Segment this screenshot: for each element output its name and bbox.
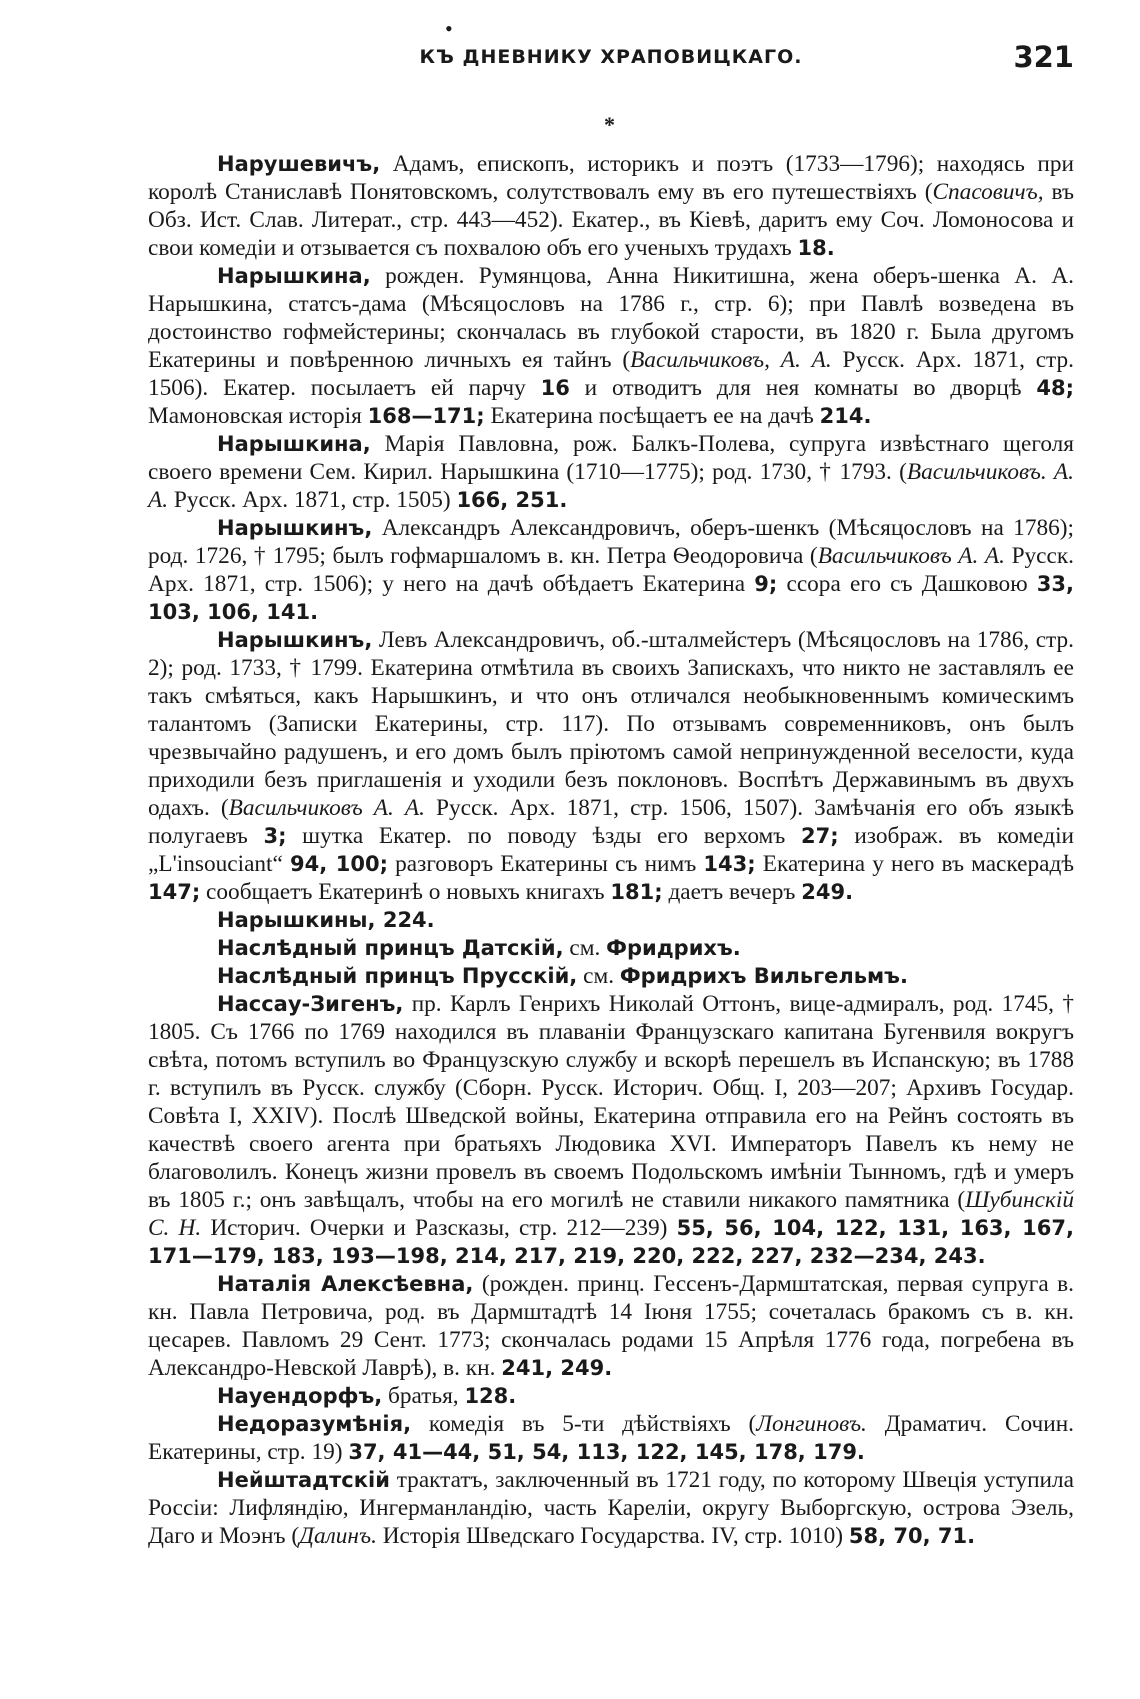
- entry-text: см.: [577, 963, 620, 989]
- entry-text: шутка Екатер. по поводу ѣзды его верхомъ: [286, 823, 802, 849]
- entry-citation: Васильчиковъ А. А.: [228, 795, 425, 821]
- entry-page-refs: 94, 100;: [289, 852, 389, 876]
- index-body: [148, 150, 1074, 1550]
- entry-heading: Нарышкинъ,: [217, 628, 373, 652]
- entry-heading: Нарышкина,: [217, 264, 371, 288]
- index-entry: [148, 962, 1074, 990]
- index-entry: [148, 934, 1074, 962]
- running-header: [148, 16, 1074, 76]
- index-entry: [148, 430, 1074, 514]
- entry-text: Екатерина посѣщаетъ ее на дачѣ: [484, 403, 820, 429]
- entry-cross-ref: Фридрихъ.: [606, 936, 741, 960]
- entry-heading: Науендорфъ,: [217, 1384, 383, 1408]
- index-entry: [148, 1410, 1074, 1466]
- entry-page-refs: 27;: [801, 824, 839, 848]
- page-number: 321: [1013, 40, 1074, 74]
- entry-page-refs: 143;: [703, 852, 756, 876]
- entry-text: ссора его съ Дашковою: [777, 571, 1037, 597]
- entry-page-refs: 16: [540, 376, 570, 400]
- entry-heading: Нарышкина,: [217, 432, 371, 456]
- entry-text: разговоръ Екатерины съ нимъ: [388, 851, 704, 877]
- entry-heading: Нарушевичъ,: [217, 152, 381, 176]
- entry-heading: Наталія Алексѣевна,: [217, 1272, 474, 1296]
- entry-page-refs: 3;: [263, 824, 287, 848]
- entry-text: Марія Павловна, рож. Балкъ-Полева, супруга извѣстнаго щеголя своего времени Сем. Кирил. Нарышкина (1710—1775); род. 1730, † 1793. (: [148, 431, 1074, 485]
- entry-heading: Нарышкины, 224.: [217, 908, 435, 932]
- asterisk-ornament: *: [604, 112, 615, 137]
- entry-citation: Спасовичъ,: [932, 179, 1044, 205]
- entry-citation: Васильчиковъ А. А.: [817, 543, 1005, 569]
- entry-page-refs: 18.: [797, 236, 835, 260]
- entry-heading: Наслѣдный принцъ Датскій,: [217, 936, 564, 960]
- entry-citation: Васильчиковъ. А. А.: [148, 459, 1074, 513]
- entry-heading: Наслѣдный принцъ Прусскій,: [217, 964, 578, 988]
- entry-text: трактатъ, заключенный въ 1721 году, по которому Швеція уступила Россіи: Лифляндію, Ингерманландію, часть Кареліи, округу Выборгскую, острова Эзель, Даго и Моэнъ (: [148, 1467, 1074, 1549]
- index-entry: [148, 1270, 1074, 1382]
- entry-text: Мамоновская исторія: [148, 403, 368, 429]
- header-dot-mark: •: [445, 16, 453, 41]
- entry-page-refs: 166, 251.: [456, 488, 568, 512]
- entry-text: сообщаетъ Екатеринѣ о новыхъ книгахъ: [200, 879, 611, 905]
- entry-text: Русск. Арх. 1871, стр. 1505): [168, 487, 457, 513]
- index-entry: [148, 906, 1074, 934]
- running-title: КЪ ДНЕВНИКУ ХРАПОВИЦКАГО.: [419, 46, 803, 68]
- entry-text: Адамъ, епископъ, историкъ и поэтъ (1733—1796); находясь при королѣ Станиславѣ Понятовскомъ, солутствовалъ ему въ его путешествіяхъ (: [148, 151, 1074, 205]
- entry-page-refs: 168—171;: [367, 404, 485, 428]
- entry-page-refs: 37, 41—44, 51, 54, 113, 122, 145, 178, 179.: [348, 1440, 865, 1464]
- entry-text: Русск. Арх. 1871, стр. 1506). Екатер. посылаетъ ей парчу: [148, 347, 1074, 401]
- entry-text: пр. Карлъ Генрихъ Николай Оттонъ, вице-адмиралъ, род. 1745, † 1805. Съ 1766 по 1769 находился въ плаваніи Французскаго капитана Бугенвиля вокругъ свѣта, потомъ вступилъ во Французскую службу и вскорѣ перешелъ въ Испанскую; въ 1788 г. вступилъ въ Русск. службу (Сборн. Русск. Историч. Общ. I, 203—207; Архивъ Государ. Совѣта I, XXIV). Послѣ Шведской войны, Екатерина отправила его на Рейнъ состоять въ качествѣ своего агента при братьяхъ Людовика XVI. Императоръ Павелъ къ нему не благоволилъ. Конецъ жизни провелъ въ своемъ Подольскомъ имѣніи Тынномъ, гдѣ и умеръ въ 1805 г.; онъ завѣщалъ, чтобы на его могилѣ не ставили никакого памятника (: [148, 991, 1074, 1213]
- entry-page-refs: 128.: [464, 1384, 517, 1408]
- document-page: [148, 0, 1074, 1699]
- entry-text: Русск. Арх. 1871, стр. 1506); у него на дачѣ обѣдаетъ Екатерина: [148, 543, 1074, 597]
- entry-page-refs: 241, 249.: [501, 1356, 613, 1380]
- entry-page-refs: 181;: [610, 880, 663, 904]
- entry-text: Историч. Очерки и Разсказы, стр. 212—239): [201, 1215, 677, 1241]
- entry-page-refs: 33, 103, 106, 141.: [148, 572, 1074, 624]
- entry-text: (рожден. принц. Гессенъ-Дармштатская, первая супруга в. кн. Павла Петровича, род. въ Дармштадтѣ 14 Іюня 1755; сочеталась бракомъ съ в. кн. цесарев. Павломъ 29 Сент. 1773; скончалась родами 15 Апрѣля 1776 года, погребена въ Александро-Невской Лаврѣ), в. кн.: [148, 1271, 1074, 1381]
- entry-page-refs: 48;: [1036, 376, 1074, 400]
- entry-text: рожден. Румянцова, Анна Никитишна, жена оберъ-шенка А. А. Нарышкина, статсъ-дама (Мѣсяцословъ на 1786 г., стр. 6); при Павлѣ возведена въ достоинство гофмейстерины; скончалась въ глубокой старости, въ 1820 г. Была другомъ Екатерины и повѣренною личныхъ ея тайнъ (: [148, 263, 1074, 373]
- entry-text: Русск. Арх. 1871, стр. 1506, 1507). Замѣчанія его объ языкѣ полугаевъ: [148, 795, 1074, 849]
- entry-citation: Далинъ.: [299, 1523, 377, 1549]
- entry-text: въ Обз. Ист. Слав. Литерат., стр. 443—452). Екатер., въ Кіевѣ, даритъ ему Соч. Ломоносова и свои комедіи и отзывается съ похвалою объ его ученыхъ трудахъ: [148, 179, 1075, 261]
- entry-page-refs: 55, 56, 104, 122, 131, 163, 167, 171—179, 183, 193—198, 214, 217, 219, 220, 222, 227, 232—234, 243.: [148, 1216, 1074, 1268]
- entry-page-refs: 214.: [819, 404, 872, 428]
- entry-heading: Нассау-Зигенъ,: [217, 992, 404, 1016]
- entry-text: Исторія Шведскаго Государства. IV, стр. 1010): [376, 1523, 849, 1549]
- entry-text: изображ. въ комедіи „L'insouciant“: [148, 823, 1075, 877]
- entry-page-refs: 249.: [801, 880, 854, 904]
- index-entry: [148, 1382, 1074, 1410]
- entry-page-refs: 9;: [754, 572, 778, 596]
- entry-text: Левъ Александровичъ, об.-шталмейстеръ (Мѣсяцословъ на 1786, стр. 2); род. 1733, † 1799. Екатерина отмѣтила въ своихъ Запискахъ, что никто не заставлялъ ее такъ смѣяться, какъ Нарышкинъ, и что онъ отличался необыкновеннымъ комическимъ талантомъ (Записки Екатерины, стр. 117). По отзывамъ современниковъ, онъ былъ чрезвычайно радушенъ, и его домъ былъ пріютомъ самой непринужденной веселости, куда приходили безъ приглашенія и уходили безъ поклоновъ. Воспѣтъ Державинымъ въ двухъ одахъ. (: [148, 627, 1074, 821]
- index-entry: [148, 1466, 1074, 1550]
- entry-text: даетъ вечеръ: [662, 879, 802, 905]
- index-entry: [148, 990, 1074, 1270]
- entry-heading: Недоразумѣнія,: [217, 1412, 412, 1436]
- entry-citation: Васильчиковъ, А. А.: [630, 347, 832, 373]
- index-entry: [148, 150, 1074, 262]
- entry-text: и отводитъ для нея комнаты во дворцѣ: [569, 375, 1037, 401]
- entry-heading: Нейштадтскій: [217, 1468, 390, 1492]
- index-entry: [148, 514, 1074, 626]
- entry-heading: Нарышкинъ,: [217, 516, 373, 540]
- index-entry: [148, 626, 1074, 906]
- entry-text: Александръ Александровичъ, оберъ-шенкъ (Мѣсяцословъ на 1786); род. 1726, † 1795; былъ гофмаршаломъ в. кн. Петра Ѳеодоровича (: [148, 515, 1074, 569]
- entry-page-refs: 147;: [148, 880, 201, 904]
- entry-text: братья,: [382, 1383, 465, 1409]
- entry-text: комедія въ 5-ти дѣйствіяхъ (: [411, 1411, 757, 1437]
- entry-text: см.: [563, 935, 607, 961]
- entry-cross-ref: Фридрихъ Вильгельмъ.: [619, 964, 908, 988]
- entry-text: Драматич. Сочин. Екатерины, стр. 19): [148, 1411, 1075, 1465]
- entry-page-refs: 58, 70, 71.: [848, 1524, 976, 1548]
- index-entry: [148, 262, 1074, 430]
- entry-citation: Лонгиновъ.: [756, 1411, 867, 1437]
- entry-citation: Шубинскій С. Н.: [148, 1187, 1074, 1241]
- entry-text: Екатерина у него въ маскерадѣ: [755, 851, 1074, 877]
